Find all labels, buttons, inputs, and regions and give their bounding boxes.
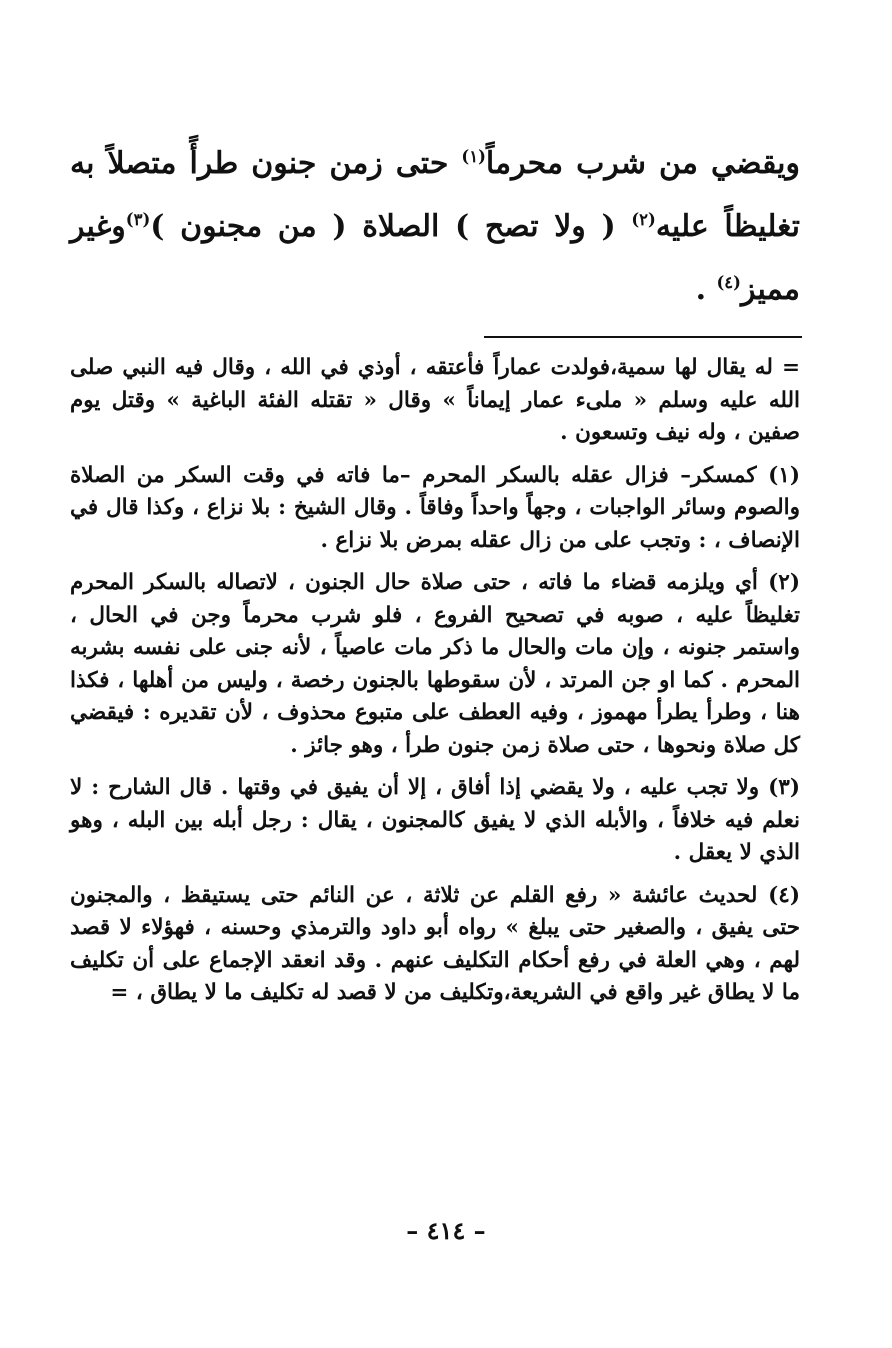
main-text-segment-4: وغير مميز [70, 209, 800, 307]
footnote-ref-4: (٤) [716, 273, 741, 292]
main-text-segment-1: ويقضي من شرب محرماً [485, 146, 800, 181]
footnote-ref-3: (٣) [125, 210, 151, 229]
footnote-ref-1: (١) [461, 147, 486, 166]
footnote-2: (٢) أي ويلزمه قضاء ما فاته ، حتى صلاة حال الجنون ، لاتصاله بالسكر المحرم تغليظاً عليه ، صوبه في تصحيح الفروع ، فلو شرب محرماً وجن في الحال ، واستمر جنونه ، وإن مات والحال ما ذكر مات عاصياً ، لأنه جنى على نفسه بشربه المحرم . كما او جن المرتد ، لأن سقوطها بالجنون رخصة ، وليس من أهلها ، فكذا هنا ، وطرأ يطرأ مهموز ، وفيه العطف على متبوع محذوف ، لأن تقديره : فيقضي كل صلاة ونحوها ، حتى صلاة زمن جنون طرأ ، وهو جائز . [70, 570, 800, 758]
footnote-1: (١) كمسكر– فزال عقله بالسكر المحرم –ما فاته في وقت السكر من الصلاة والصوم وسائر الواجبات ، وجهاً واحداً وفاقاً . وقال الشيخ : بلا نزاع ، وكذا قال في الإنصاف ، : وتجب على من زال عقله بمرض بلا نزاع . [70, 462, 800, 553]
footnotes [70, 352, 800, 1020]
main-text [70, 132, 800, 321]
main-text-segment-2: حتى زمن جنون طرأً متصلاً به تغليظاً عليه [70, 146, 800, 244]
footnote-3: (٣) ولا تجب عليه ، ولا يقضي إذا أفاق ، إلا أن يفيق في وقتها . قال الشارح : لا نعلم فيه خلافاً ، والأبله الذي لا يفيق كالمجنون ، يقال : رجل أبله بين البله ، وهو الذي لا يعقل . [70, 775, 800, 865]
footnote-ref-2: (٢) [631, 210, 656, 229]
main-text-segment-3: ( ولا تصح ) الصلاة ( من مجنون ) [150, 209, 632, 244]
main-text-segment-5: . [695, 272, 717, 307]
footnote-continuation: = له يقال لها سمية،فولدت عماراً فأعتقه ، أوذي في الله ، وقال فيه النبي صلى الله عليه وسلم « ملىء عمار إيماناً » وقال « تقتله الفئة الباغية » وقتل يوم صفين ، وله نيف وتسعون . [70, 355, 800, 445]
page-number: – ٤١٤ – [406, 1216, 486, 1245]
footnote-4: (٤) لحديث عائشة « رفع القلم عن ثلاثة ، عن النائم حتى يستيقظ ، والمجنون حتى يفيق ، والصغير حتى يبلغ » رواه أبو داود والترمذي وحسنه ، فهؤلاء لا قصد لهم ، وهي العلة في رفع أحكام التكليف عنهم . وقد انعقد الإجماع على أن تكليف ما لا يطاق غير واقع في الشريعة،وتكليف من لا قصد له تكليف ما لا يطاق ، = [70, 882, 800, 1005]
footnote-separator [484, 336, 802, 338]
